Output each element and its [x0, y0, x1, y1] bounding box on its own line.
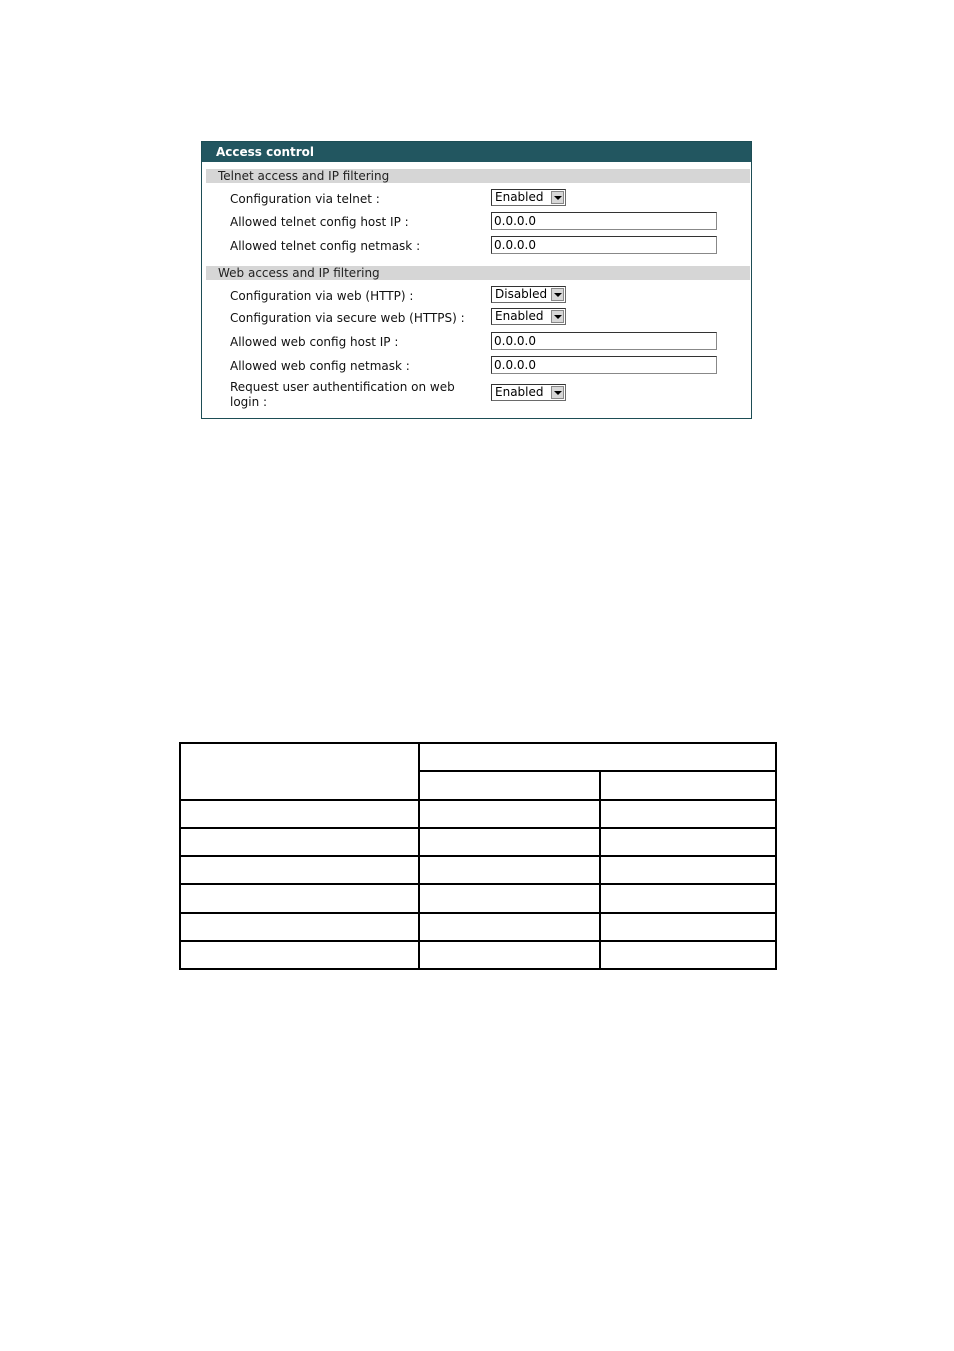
telnet-mask-input[interactable]: 0.0.0.0: [491, 236, 717, 254]
table-row: [180, 913, 776, 941]
table-cell: [419, 828, 600, 856]
table-cell: [600, 884, 776, 912]
table-cell: [600, 856, 776, 884]
table-cell: [419, 800, 600, 828]
table-cell: [600, 828, 776, 856]
table-cell: [419, 913, 600, 941]
telnet-config-value: Enabled: [495, 190, 544, 204]
empty-table: [179, 742, 777, 970]
table-cell: [419, 941, 600, 969]
table-cell: [180, 856, 419, 884]
table-row: [180, 800, 776, 828]
table-row: [180, 856, 776, 884]
web-http-label: Configuration via web (HTTP) :: [230, 289, 414, 303]
table-row: [180, 941, 776, 969]
web-https-value: Enabled: [495, 309, 544, 323]
table-cell: [600, 913, 776, 941]
web-auth-label-line1: Request user authentification on web: [230, 380, 455, 394]
chevron-down-icon[interactable]: [551, 310, 564, 323]
panel-title: Access control: [202, 142, 751, 162]
chevron-down-icon[interactable]: [551, 288, 564, 301]
web-section-heading: Web access and IP filtering: [206, 266, 750, 280]
telnet-config-label: Configuration via telnet :: [230, 192, 380, 206]
access-control-panel: [201, 141, 752, 419]
telnet-section-heading: Telnet access and IP filtering: [206, 169, 750, 183]
chevron-down-icon[interactable]: [551, 191, 564, 204]
table-row: [180, 828, 776, 856]
web-mask-label: Allowed web config netmask :: [230, 359, 410, 373]
table-cell: [180, 828, 419, 856]
web-http-select[interactable]: [491, 286, 566, 303]
web-host-input[interactable]: 0.0.0.0: [491, 332, 717, 350]
table-cell: [180, 941, 419, 969]
web-https-label: Configuration via secure web (HTTPS) :: [230, 311, 465, 325]
web-host-label: Allowed web config host IP :: [230, 335, 399, 349]
table-cell: [600, 800, 776, 828]
web-auth-value: Enabled: [495, 385, 544, 399]
table-header-row: [180, 743, 776, 771]
table-cell: [600, 941, 776, 969]
table-cell: [419, 743, 776, 771]
web-http-value: Disabled: [495, 287, 548, 301]
web-https-select[interactable]: [491, 308, 566, 325]
telnet-host-label: Allowed telnet config host IP :: [230, 215, 409, 229]
web-mask-input[interactable]: 0.0.0.0: [491, 356, 717, 374]
telnet-host-input[interactable]: 0.0.0.0: [491, 212, 717, 230]
table-row: [180, 884, 776, 912]
table-cell: [419, 884, 600, 912]
web-auth-label-line2: login :: [230, 395, 268, 409]
table-cell: [419, 771, 600, 799]
table-cell: [180, 884, 419, 912]
chevron-down-icon[interactable]: [551, 386, 564, 399]
table-cell: [180, 743, 419, 800]
telnet-mask-label: Allowed telnet config netmask :: [230, 239, 421, 253]
table-cell: [419, 856, 600, 884]
telnet-config-select[interactable]: [491, 189, 566, 206]
table-cell: [600, 771, 776, 799]
table-cell: [180, 913, 419, 941]
web-auth-select[interactable]: [491, 384, 566, 401]
table-cell: [180, 800, 419, 828]
